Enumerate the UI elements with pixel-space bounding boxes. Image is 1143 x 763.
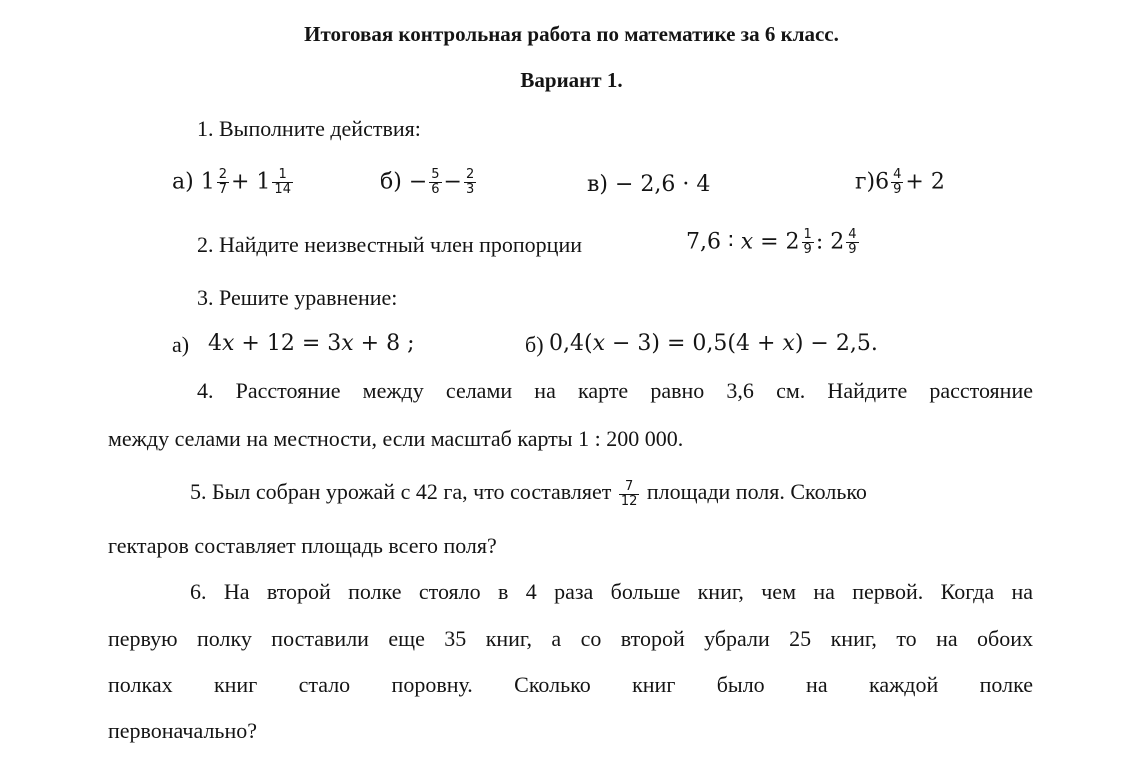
task2-text: 2. Найдите неизвестный член пропорции <box>197 232 582 257</box>
task5-line1: 5. Был собран урожай с 42 га, что составляет $\frac{7}{12}$ площади поля. Сколько <box>190 479 867 509</box>
fraction: $\frac{1}{9}$ <box>803 227 812 257</box>
task3-b-label: б) <box>525 332 544 357</box>
fraction: $\frac{2}{3}$ <box>465 167 475 197</box>
task2-proportion: 7,6 ∶ x = 2 $\frac{1}{9}$ : 2 $\frac{4}{9}$ <box>686 227 857 257</box>
page-title: Итоговая контрольная работа по математике за 6 класс. <box>304 22 839 46</box>
task3-a-label: а) <box>172 332 190 357</box>
task3-b-equation: 0,4(x − 3) = 0,5(4 + x) − 2,5. <box>549 331 878 356</box>
task1-item-g: г)6 $\frac{4}{9}$ + 2 <box>855 167 945 197</box>
item-label: г) <box>855 169 876 195</box>
item-label: б) <box>380 169 402 195</box>
task1-item-b: б) − $\frac{5}{6}$ − $\frac{2}{3}$ <box>380 167 475 197</box>
fraction: $\frac{5}{6}$ <box>431 167 440 197</box>
fraction: $\frac{2}{7}$ <box>218 167 227 197</box>
task4-line1: 4. Расстояние между селами на карте равно 3,6 см. Найдите расстояние <box>197 378 1033 403</box>
fraction: $\frac{1}{14}$ <box>274 167 291 197</box>
task3-heading: 3. Решите уравнение: <box>197 285 398 310</box>
task6-line4: первоначально? <box>108 718 258 743</box>
task3-a-equation: 4x + 12 = 3x + 8 ; <box>208 331 415 356</box>
item-label: а) <box>172 169 194 195</box>
variant-heading: Вариант 1. <box>520 68 623 92</box>
item-label: в) <box>587 172 608 197</box>
task1-item-a: а) 1 $\frac{2}{7}$ + 1 $\frac{1}{14}$ <box>172 167 291 197</box>
task6-line1: 6. На второй полке стояло в 4 раза больше книг, чем на первой. Когда на <box>190 579 1033 604</box>
task6-line3: полках книг стало поровну. Сколько книг было на каждой полке <box>108 672 1033 697</box>
fraction: $\frac{4}{9}$ <box>848 227 857 257</box>
fraction: $\frac{4}{9}$ <box>893 167 902 197</box>
task1-heading: 1. Выполните действия: <box>197 116 421 141</box>
task6-line2: первую полку поставили еще 35 книг, а со второй убрали 25 книг, то на обоих <box>108 626 1033 651</box>
task5-line2: гектаров составляет площадь всего поля? <box>108 533 497 558</box>
task1-item-v: в) − 2,6 · 4 <box>587 172 711 197</box>
fraction: $\frac{7}{12}$ <box>620 479 638 509</box>
task4-line2: между селами на местности, если масштаб карты 1 : 200 000. <box>108 426 684 451</box>
